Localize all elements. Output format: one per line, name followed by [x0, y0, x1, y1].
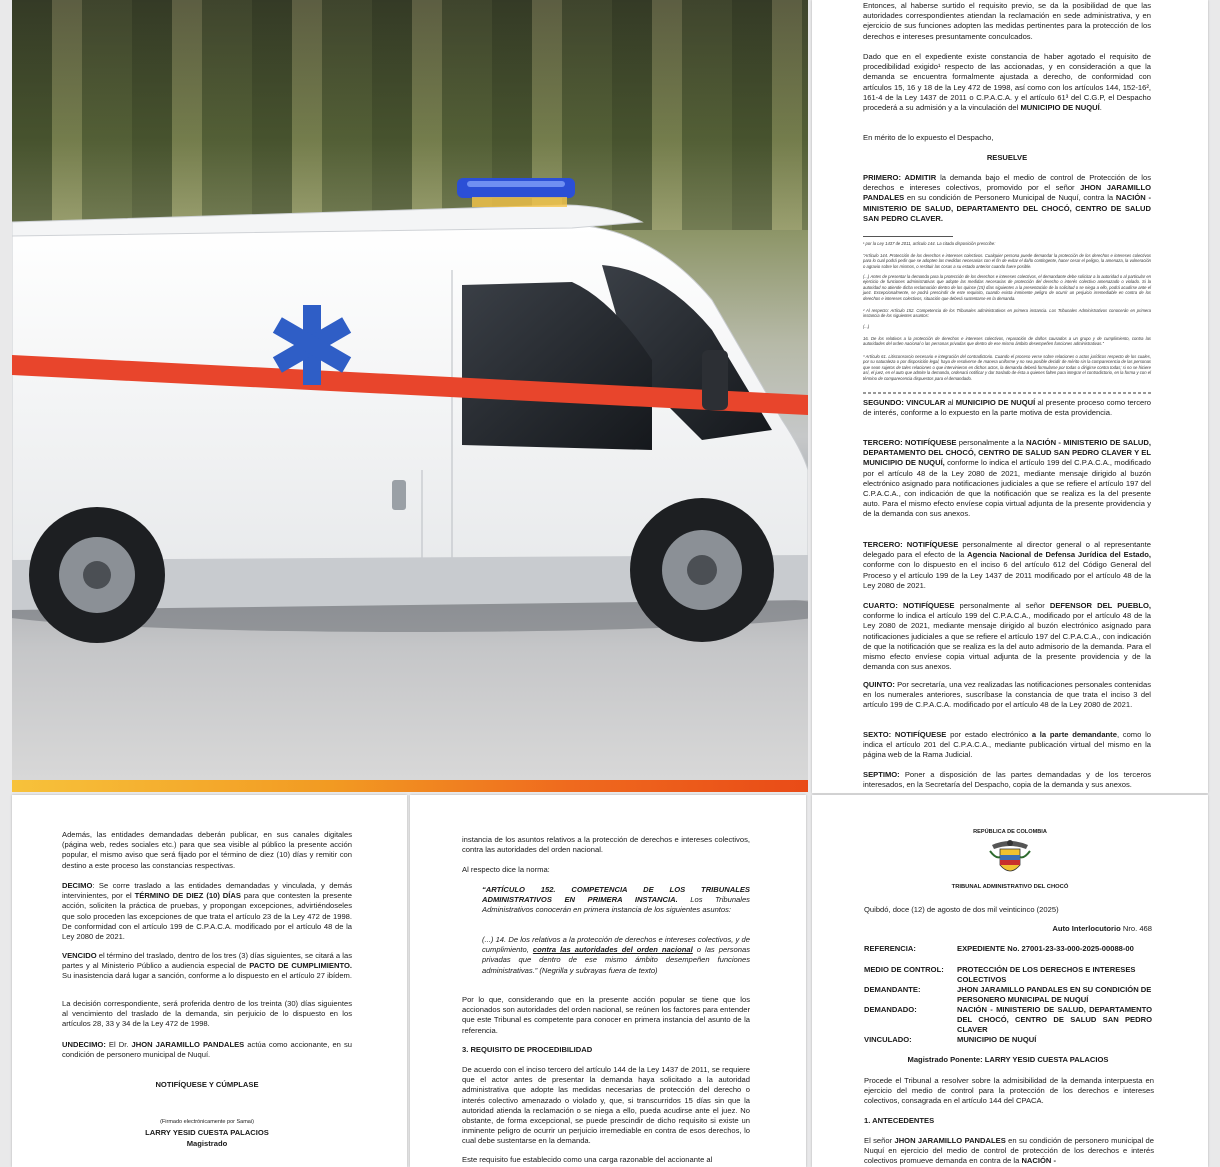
paragraph-norma-intro: Al respecto dice la norma:: [462, 865, 550, 874]
paragraph-requisito: De acuerdo con el inciso tercero del artículo 144 de la Ley 1437 de 2011, se requiere que el actor antes de presentar la demanda haya solicitado a la autoridad administrativa que adopte las medidas necesarias de protección del derecho o interés colectivo amenazado o violado y, que, si transcurridos 15 días sin que la autoridad atienda la reclamación o se niega a ello, pueda acudirse ante el juez. No obstante, de forma excepcional, se puede prescindir de dicho requisito si existe un inminente peligro de ocurrir un perjuicio irremediable en contra de esos derechos, lo cual debe sustentarse en la demanda.: [462, 1065, 750, 1146]
paragraph-antecedentes: El señor JHON JARAMILLO PANDALES en su condición de personero municipal de Nuquí en ejercicio del medio de control de protección de los derechos e interés colectivos promueve demanda en contra de la NACIÓN -: [864, 1136, 1154, 1166]
footnote-3: ³ Artículo 61. Litisconsorcio necesario e integración del contradictorio. Cuando el proceso verse sobre relaciones o actos jurídicos respecto de los cuales, por su naturaleza o por disposición legal, haya de resolverse de manera uniforme y no sea posible decidir de mérito sin la comparecencia de las personas que sean sujetos de tales relaciones o que intervinieron en dichos actos, la demanda deberá formularse por todas o dirigirse contra todas; si no se hiciere así, el juez, en el auto que admite la demanda, ordenará notificar y dar traslado de ésta a quienes falten para integrar el contradictorio, en la forma y con el término de comparecencia dispuestos para el demandado.: [863, 354, 1151, 381]
meta-value-referencia: EXPEDIENTE No. 27001-23-33-000-2025-00088-00: [957, 944, 1134, 953]
tribunal-heading: TRIBUNAL ADMINISTRATIVO DEL CHOCÓ: [951, 884, 1069, 890]
footnote-1-quote: “Artículo 144. Protección de los derechos e intereses colectivos. Cualquier persona puede demandar la protección de los derechos e intereses colectivos para lo cual podrá pedir que se adopten las medidas necesarias con el fin de evitar el daño contingente, hacer cesar el peligro, la amenaza, la vulneración o agravio sobre los mismos, o restituir las cosas a su estado anterior cuando fuere posible.: [863, 253, 1151, 269]
document-page-resolutive: [812, 0, 1208, 793]
meta-label-demandado: DEMANDADO:: [864, 1005, 917, 1014]
meta-label-referencia: REFERENCIA:: [864, 944, 916, 953]
paragraph-decision: La decisión correspondiente, será proferida dentro de los treinta (30) días siguientes al vencimiento del traslado de la demanda, sin perjuicio de lo dispuesto en los artículos 28, 33 y 34 de la Ley 472 de 1998.: [62, 999, 352, 1029]
date-line: Quibdó, doce (12) de agosto de dos mil veinticinco (2025): [864, 905, 1059, 914]
ambulance-photo: [12, 0, 808, 780]
coat-of-arms-icon: [988, 837, 1032, 881]
document-page-cover: [812, 795, 1208, 1167]
paragraph-segundo: SEGUNDO: VINCULAR al MUNICIPIO DE NUQUÍ al presente proceso como tercero de interés, conforme a lo expuesto en la parte motiva de esta providencia.: [863, 398, 1151, 418]
document-page-orders: [12, 795, 407, 1167]
paragraph-sexto: SEXTO: NOTIFÍQUESE por estado electrónico a la parte demandante, como lo indica el artículo 201 del C.P.A.C.A., mediante publicación virtual del mismo en la página web de la Rama Judicial.: [863, 730, 1152, 760]
paragraph-tercero-2: TERCERO: NOTIFÍQUESE personalmente al director general o al representante delegado para el efecto de la Agencia Nacional de Defensa Jurídica del Estado, conforme con lo dispuesto en el inciso 6 del artículo 612 del Código General del Proceso y el artículo 199 de la Ley 1437 de 2011 modificado por el artículo 48 de la Ley 2080 de 2021.: [863, 540, 1151, 590]
republica-heading: REPÚBLICA DE COLOMBIA: [973, 829, 1047, 835]
paragraph-quinto: QUINTO: Por secretaría, una vez realizadas las notificaciones personales contenidas en los numerales anteriores, suscríbase la constancia de que trata el inciso 3 del artículo 199 de C.P.A.C.A. modificado por el artículo 48 de la Ley 2080 de 2021.: [863, 680, 1151, 710]
paragraph-carga: Este requisito fue establecido como una carga razonable del accionante al: [462, 1155, 713, 1164]
paragraph-undecimo: UNDECIMO: El Dr. JHON JARAMILLO PANDALES actúa como accionante, en su condición de personero municipal de Nuquí.: [62, 1040, 352, 1060]
paragraph-procede: Procede el Tribunal a resolver sobre la admisibilidad de la demanda interpuesta en ejercicio del medio de control para la protección de los derechos e intereses colectivos, consagrada en el artículo 144 del CPACA.: [864, 1076, 1154, 1106]
paragraph-primero: PRIMERO: ADMITIR la demanda bajo el medio de control de Protección de los derechos e intereses colectivos, promovido por el señor JHON JARAMILLO PANDALES en su condición de Personero Municipal de Nuquí, contra la NACIÓN - MINISTERIO DE SALUD, DEPARTAMENTO DEL CHOCÓ, CENTRO DE SALUD SAN PEDRO CLAVER.: [863, 173, 1152, 223]
paragraph-publicar: Además, las entidades demandadas deberán publicar, en sus canales digitales (página web, redes sociales etc.) para que sea visible al público la presente acción popular, el mismo aviso que será fijado por el término de diez (10) días y remitir con destino a este proceso las constancias respectivas.: [62, 830, 352, 870]
meta-label-demandante: DEMANDANTE:: [864, 985, 921, 994]
heading-requisito: 3. REQUISITO DE PROCEDIBILIDAD: [462, 1045, 593, 1054]
meta-value-demandante: JHON JARAMILLO PANDALES EN SU CONDICIÓN DE PERSONERO MUNICIPAL DE NUQUÍ: [957, 985, 1152, 1004]
paragraph-merito: En mérito de lo expuesto el Despacho,: [863, 133, 994, 142]
paragraph-cuarto: CUARTO: NOTIFÍQUESE personalmente al señor DEFENSOR DEL PUEBLO, conforme lo indica el artículo 199 del C.P.A.C.A., modificado por el artículo 48 de la Ley 2080 de 2021, mediante mensaje dirigido al buzón electrónico asignado para notificaciones judiciales a que se refiere el artículo 197 del C.P.A.C.A., con indicación de que la notificación que se realiza es la del auto admisorio de la demanda. Para el mismo efecto envíese copia virtual adjunta de la presente providencia y de la demanda con sus anexos.: [863, 601, 1151, 672]
footnote-separator: [863, 236, 953, 237]
meta-value-demandado: NACIÓN - MINISTERIO DE SALUD, DEPARTAMENTO DEL CHOCÓ, CENTRO DE SALUD SAN PEDRO CLAVER: [957, 1005, 1152, 1034]
footnote-2-item: 16. De los relativos a la protección de derechos e intereses colectivos, reparación de daños causados a un grupo y de cumplimiento, contra las autoridades del orden nacional o las personas privadas que dentro de ese mismo ámbito desempeñen funciones administrativas.”: [863, 336, 1151, 347]
ambulance-illustration: [12, 0, 808, 780]
paragraph-entonces: Entonces, al haberse surtido el requisito previo, se da la posibilidad de que las autoridades correspondientes atiendan la reclamación en sede administrativa, y en ejercicio de sus funciones adopten las medidas pertinentes para la protección de los derechos e intereses presuntamente conculcados.: [863, 1, 1151, 41]
case-metadata: [864, 944, 1154, 1054]
footnote-2: ² Al respecto: Artículo 152. Competencia de los Tribunales administrativos en primera instancia. Los Tribunales Administrativos conocerán en primera instancia de los siguientes asuntos:: [863, 308, 1151, 319]
heading-antecedentes: 1. ANTECEDENTES: [864, 1116, 935, 1125]
footnote-cutoff: [863, 392, 1151, 394]
notifiquese-heading: NOTIFÍQUESE Y CÚMPLASE: [155, 1080, 259, 1089]
paragraph-tercero-1: TERCERO: NOTIFÍQUESE personalmente a la NACIÓN - MINISTERIO DE SALUD, DEPARTAMENTO DEL CHOCÓ, CENTRO DE SALUD SAN PEDRO CLAVER Y EL MUNICIPIO DE NUQUÍ, conforme lo indica el artículo 199 del C.P.A.C.A., modificado por el artículo 48 de la Ley 2080 de 2021, mediante mensaje dirigido al buzón electrónico asignado para notificaciones judiciales a que se refiere el artículo 197 del C.P.A.C.A., con indicación de que la notificación que se realiza es la del presente auto. Para el mismo efecto envíese copia virtual adjunta de la presente providencia y de la demanda con sus anexos.: [863, 438, 1151, 519]
quote-article-152: “ARTÍCULO 152. COMPETENCIA DE LOS TRIBUNALES ADMINISTRATIVOS EN PRIMERA INSTANCIA. Los Tribunales Administrativos conocerán en primera instancia de los siguientes asuntos:: [482, 885, 750, 915]
signer-title: Magistrado: [186, 1139, 228, 1148]
footnote-2-ellipsis: (...): [863, 324, 870, 329]
paragraph-vencido: VENCIDO el término del traslado, dentro de los tres (3) días siguientes, se citará a las partes y al Ministerio Público a audiencia especial de PACTO DE CUMPLIMIENTO. Su inasistencia dará lugar a sanción, conforme a lo dispuesto en el artículo 27 ibídem.: [62, 951, 352, 981]
document-page-competencia: [410, 795, 806, 1167]
orange-accent-bar: [12, 780, 808, 792]
meta-label-vinculado: VINCULADO:: [864, 1035, 912, 1044]
signer-name: LARRY YESID CUESTA PALACIOS: [145, 1128, 269, 1137]
meta-value-medio: PROTECCIÓN DE LOS DERECHOS E INTERESES COLECTIVOS: [957, 965, 1136, 984]
meta-label-medio: MEDIO DE CONTROL:: [864, 965, 944, 974]
paragraph-decimo: DECIMO: Se corre traslado a las entidades demandadas y vinculada, y demás intervinientes, por el TÉRMINO DE DIEZ (10) DÍAS para que contesten la presente acción, soliciten la práctica de pruebas, y propongan excepciones, advirtiéndoseles que solo proceden las excepciones de que trata el artículo 23 de la Ley 472 de 1998. De conformidad con el artículo 199 de C.P.A.C.A. modificado por el artículo 48 de la Ley 2080 de 2021.: [62, 881, 352, 942]
meta-value-vinculado: MUNICIPIO DE NUQUÍ: [957, 1035, 1037, 1044]
paragraph-dado-que: Dado que en el expediente existe constancia de haber agotado el requisito de procedibilidad exigido¹ respecto de las accionadas, y en consideración a que la demanda se encuentra formalmente ajustada a derecho, de conformidad con artículos 15, 16 y 18 de la Ley 472 de 1998, así como con los artículos 144, 152-16², 161-4 de la Ley 1437 de 2011 o C.P.A.C.A. y el artículo 61³ del C.G.P, el Despacho procederá a su admisión y a la vinculación del MUNICIPIO DE NUQUÍ.: [863, 52, 1151, 113]
paragraph-septimo: SEPTIMO: Poner a disposición de las partes demandadas y de los terceros interesados, en la Secretaría del Despacho, copia de la demanda y sus anexos.: [863, 770, 1151, 790]
quote-item-14: (...) 14. De los relativos a la protección de derechos e intereses colectivos, y de cumplimiento, contra las autoridades del orden nacional o las personas privadas que dentro de ese mismo ámbito desempeñen funciones administrativas.” (Negrilla y subrayas fuera de texto): [482, 935, 750, 975]
auto-number: Auto Interlocutorio Nro. 468: [1052, 924, 1152, 933]
footnote-1-rule: (...) Antes de presentar la demanda para la protección de los derechos e intereses colectivos, el demandante debe solicitar a la autoridad o al particular en ejercicio de funciones administrativas que adopte las medidas necesarias de protección del derecho o interés colectivo amenazado o violado. Si la autoridad no atiende dicha reclamación dentro de los quince (15) días siguientes a la presentación de la solicitud o se niega a ello, podrá acudirse ante el juez. Excepcionalmente, se podrá prescindir de este requisito, cuando exista inminente peligro de ocurrir un perjuicio irremediable en contra de los derechos e intereses colectivos, situación que deberá sustentarse en la demanda.: [863, 274, 1151, 301]
paragraph-instancia: instancia de los asuntos relativos a la protección de derechos e intereses colectivos, contra las autoridades del orden nacional.: [462, 835, 750, 855]
magistrado-ponente: Magistrado Ponente: LARRY YESID CUESTA PALACIOS: [907, 1055, 1109, 1064]
paragraph-conclusion: Por lo que, considerando que en la presente acción popular se tiene que los accionados son autoridades del orden nacional, se reúnen los factores para entender que este Tribunal es competente para conocer en primera instancia del asunto de la referencia.: [462, 995, 750, 1035]
footnote-1: ¹ por la Ley 1437 de 2011, artículo 144. La citada disposición prescribe:: [863, 241, 996, 246]
heading-resuelve: RESUELVE: [986, 153, 1028, 162]
electronic-signature-note: (Firmado electrónicamente por Samai): [160, 1119, 254, 1125]
